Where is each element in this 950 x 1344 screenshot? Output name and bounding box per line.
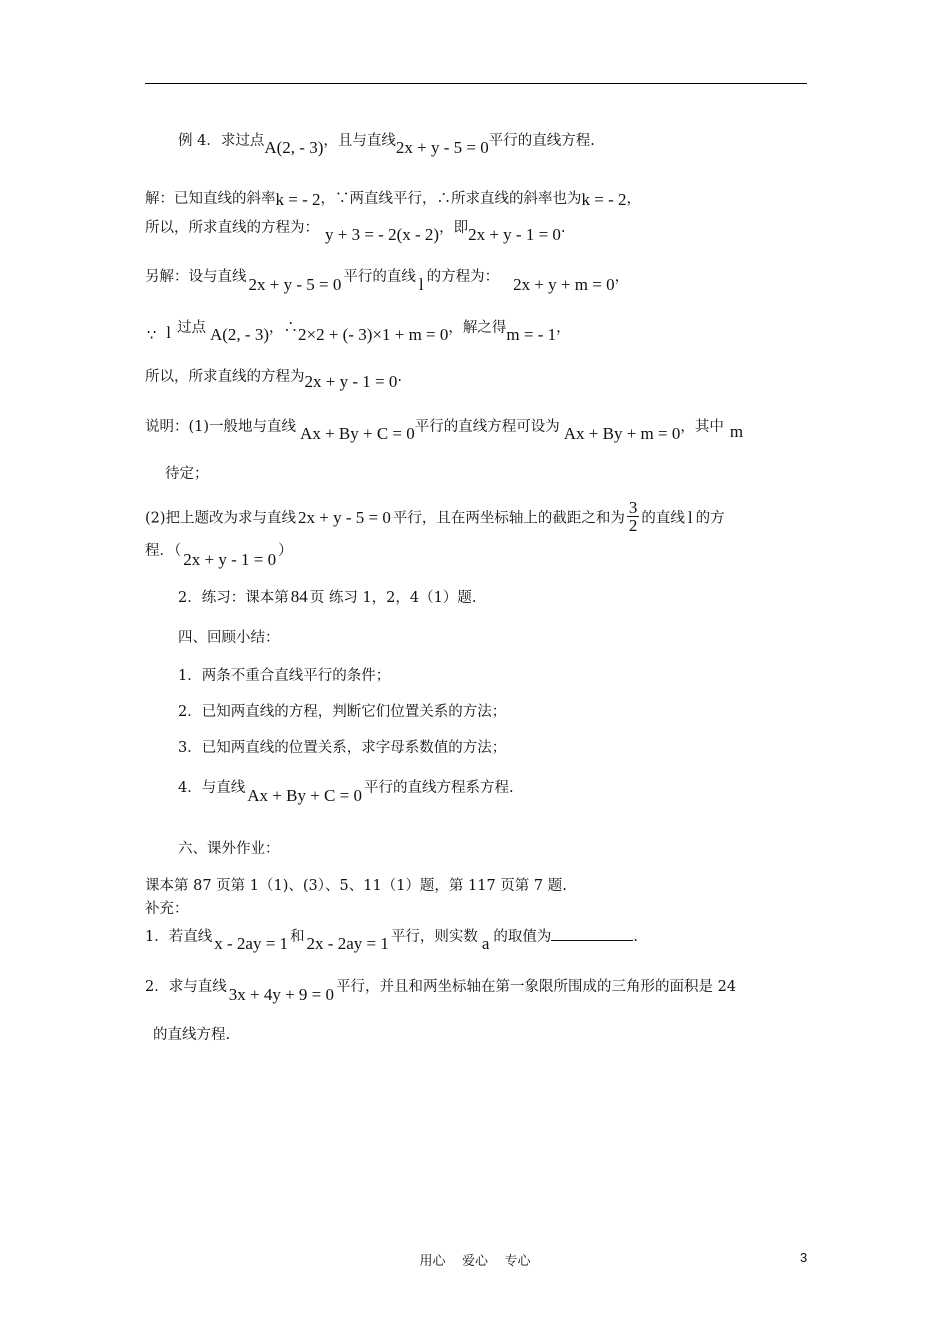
footer-motto: 用心 爱心 专心: [419, 1254, 531, 1269]
alt-solution-line-3: 所以，所求直线的方程为2x + y - 1 = 0.: [145, 369, 402, 391]
practice-line: 2．练习：课本第 84 页 练习 1，2，4（1）题.: [178, 587, 477, 606]
point-a: A(2, - 3): [264, 138, 324, 157]
supplement-label: 补充：: [145, 901, 189, 917]
answer-eq: 2x + y - 1 = 0: [183, 550, 277, 569]
alt-solution-line-1: 另解：设与直线 2x + y - 5 = 0 平行的直线 l 的方程为： 2x + y + m = 0，: [145, 269, 630, 294]
example-4: 例 4．求过点A(2, - 3)，且与直线2x + y - 5 = 0平行的直线方程.: [178, 133, 595, 157]
review-item-4: 4．与直线 Ax + By + C = 0 平行的直线方程系方程.: [178, 780, 514, 805]
supplement-q1: 1．若直线 x - 2ay = 1 和 2x - 2ay = 1 平行，则实数 a 的取值为 .: [145, 926, 638, 947]
line-l: l: [418, 275, 424, 294]
m-value: m = - 1: [506, 325, 557, 344]
given-line-eq: 2x + y - 5 = 0: [395, 138, 489, 157]
result-eq-2: 2x + y - 1 = 0: [304, 372, 398, 391]
general-line-eq-2: Ax + By + C = 0: [247, 786, 362, 805]
review-item-3: 3．已知两直线的位置关系，求字母系数值的方法；: [178, 740, 507, 756]
given-line-eq-3: 2x + y - 5 = 0: [298, 507, 391, 527]
supplement-q2-cont: 的直线方程.: [153, 1027, 231, 1043]
general-family-eq: Ax + By + m = 0: [563, 424, 681, 443]
note-line-1: 说明：(1)一般地与直线 Ax + By + C = 0平行的直线方程可设为 Ax + By + m = 0，其中 m: [145, 419, 744, 443]
homework-title: 六、课外作业：: [178, 841, 280, 857]
given-line-eq-2: 2x + y - 5 = 0: [248, 275, 342, 294]
parallel-family-eq: 2x + y + m = 0: [513, 275, 615, 294]
result-eq: 2x + y - 1 = 0: [468, 225, 561, 244]
solution-line-1: 解：已知直线的斜率k = - 2，∵两直线平行，∴所求直线的斜率也为k = - 2，: [145, 190, 641, 209]
answer-blank: [551, 926, 633, 941]
point-a-2: A(2, - 3): [209, 325, 269, 344]
q1-line-2: 2x - 2ay = 1: [306, 934, 389, 953]
point-slope-eq: y + 3 = - 2(x - 2): [325, 225, 440, 244]
review-title: 四、回顾小结：: [178, 630, 280, 646]
note-line-4: 程．（ 2x + y - 1 = 0 ）: [145, 543, 293, 569]
note-line-3: (2)把上题改为求与直线 2x + y - 5 = 0 平行，且在两坐标轴上的截距之和为 $\frac{3}{2}$ 的直线 l 的方: [145, 498, 725, 535]
substitution-eq: 2×2 + (- 3)×1 + m = 0: [297, 325, 449, 344]
review-item-1: 1．两条不重合直线平行的条件；: [178, 668, 391, 684]
note-line-2: 待定；: [165, 466, 209, 482]
homework-line: 课本第 87 页第 1（1)、(3）、5、11（1）题，第 117 页第 7 题.: [145, 878, 567, 894]
supplement-q2: 2．求与直线 3x + 4y + 9 = 0 平行，并且和两坐标轴在第一象限所围成的三角形的面积是 24: [145, 979, 737, 1004]
header-rule: [145, 83, 807, 84]
slope-eq-2: k = - 2: [581, 190, 627, 209]
alt-solution-line-2: ∵ l 过点 A(2, - 3)，∴2×2 + (- 3)×1 + m = 0，解之得m = - 1，: [147, 320, 571, 344]
q2-line: 3x + 4y + 9 = 0: [228, 985, 334, 1004]
slope-eq: k = - 2: [275, 190, 321, 209]
fraction-three-halves: $\frac{3}{2}$: [628, 498, 638, 535]
q1-line-1: x - 2ay = 1: [214, 934, 289, 953]
page-number: 3: [800, 1250, 808, 1265]
review-item-2: 2．已知两直线的方程，判断它们位置关系的方法；: [178, 704, 507, 720]
general-line-eq: Ax + By + C = 0: [300, 424, 415, 443]
solution-line-2: 所以，所求直线的方程为： y + 3 = - 2(x - 2)，即2x + y - 1 = 0.: [145, 220, 566, 244]
